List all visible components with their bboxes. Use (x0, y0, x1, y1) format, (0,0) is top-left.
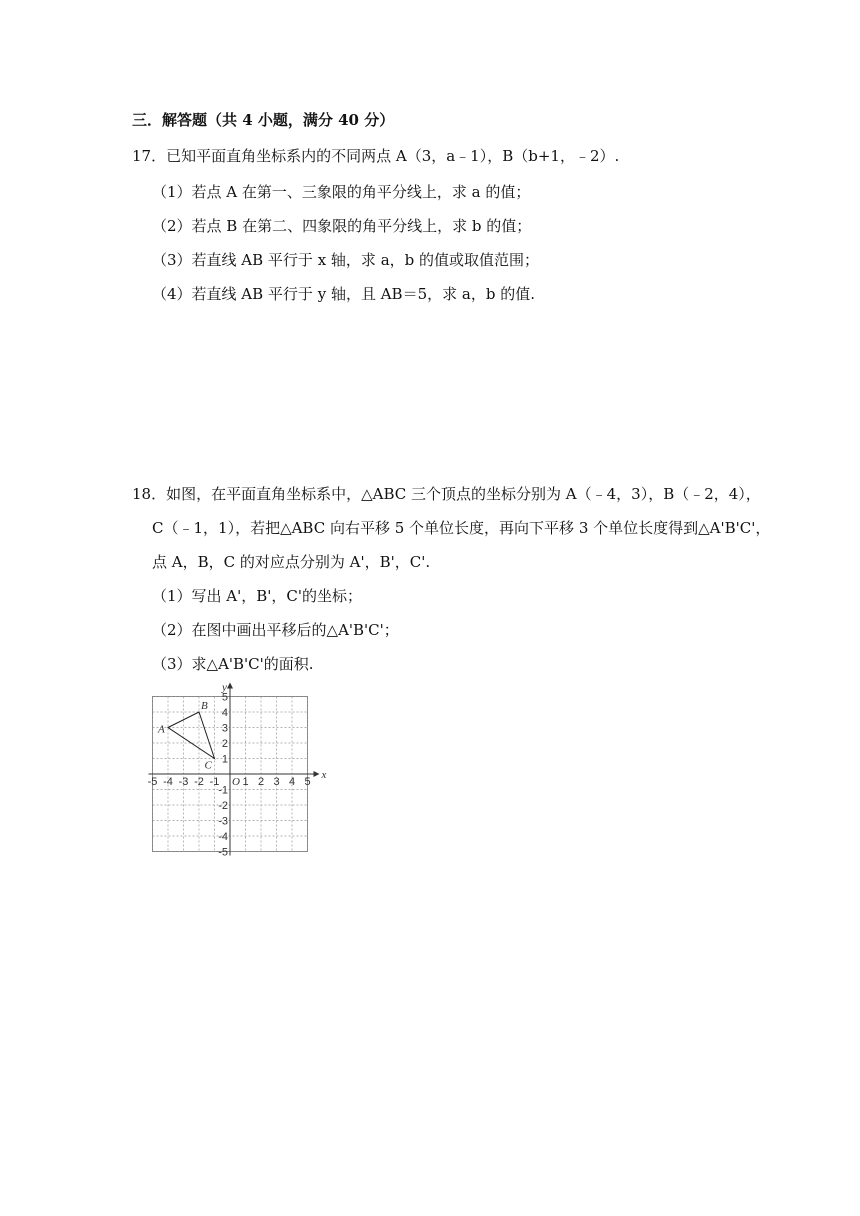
y-tick-label: -5 (218, 846, 228, 859)
origin-label: O (232, 776, 240, 788)
x-tick-label: 1 (242, 776, 249, 788)
question-18-part-2: （2）在图中画出平移后的△A'B'C'； (152, 621, 399, 639)
x-tick-label: 3 (273, 776, 280, 788)
question-18-stem-line-1: 18．如图，在平面直角坐标系中，△ABC 三个顶点的坐标分别为 A（﹣4，3），B（﹣2，4）， (132, 485, 761, 503)
vertex-label-c: C (204, 759, 212, 772)
coordinate-grid-svg (147, 674, 332, 859)
question-18-stem-line-2: C（﹣1，1），若把△ABC 向右平移 5 个单位长度，再向下平移 3 个单位长度得到△A'B'C'， (152, 519, 771, 537)
x-tick-label: -5 (147, 776, 158, 788)
y-tick-label: 5 (221, 691, 228, 704)
y-tick-label: -3 (218, 815, 228, 828)
y-tick-label: -4 (218, 831, 228, 843)
coordinate-grid-figure (147, 674, 332, 859)
section-title: 三．解答题（共 4 小题，满分 40 分） (132, 111, 395, 129)
vertex-label-a: A (158, 723, 165, 736)
question-18-part-3: （3）求△A'B'C'的面积. (152, 655, 314, 673)
question-17-part-3: （3）若直线 AB 平行于 x 轴，求 a，b 的值或取值范围； (152, 251, 540, 269)
x-tick-label: -1 (209, 776, 220, 788)
x-tick-label: -4 (163, 776, 173, 788)
y-tick-label: 4 (221, 707, 228, 719)
x-tick-label: 5 (304, 776, 311, 788)
y-axis-arrow (227, 683, 233, 689)
triangle-abc (168, 712, 215, 759)
y-axis-label: y (222, 681, 227, 694)
y-tick-label: 2 (221, 738, 228, 750)
x-axis-arrow (314, 771, 320, 777)
question-17-part-4: （4）若直线 AB 平行于 y 轴，且 AB＝5，求 a，b 的值. (152, 285, 535, 303)
vertex-label-b: B (201, 700, 208, 712)
y-tick-label: -2 (218, 800, 228, 812)
question-17-part-1: （1）若点 A 在第一、三象限的角平分线上，求 a 的值； (152, 183, 531, 201)
x-tick-label: 4 (288, 776, 296, 788)
question-17-stem: 17．已知平面直角坐标系内的不同两点 A（3，a﹣1），B（b+1，﹣2）. (132, 147, 620, 165)
question-18-part-1: （1）写出 A'，B'，C'的坐标； (152, 587, 363, 605)
x-tick-label: 2 (257, 776, 265, 788)
question-17-part-2: （2）若点 B 在第二、四象限的角平分线上，求 b 的值； (152, 217, 532, 235)
y-tick-label: -1 (218, 784, 228, 797)
y-tick-label: 1 (221, 753, 228, 766)
x-tick-label: -2 (194, 776, 204, 788)
x-axis-label: x (321, 769, 327, 781)
y-tick-label: 3 (221, 722, 228, 735)
x-tick-label: -3 (178, 776, 189, 788)
question-18-stem-line-3: 点 A，B，C 的对应点分别为 A'，B'，C'. (152, 553, 431, 571)
